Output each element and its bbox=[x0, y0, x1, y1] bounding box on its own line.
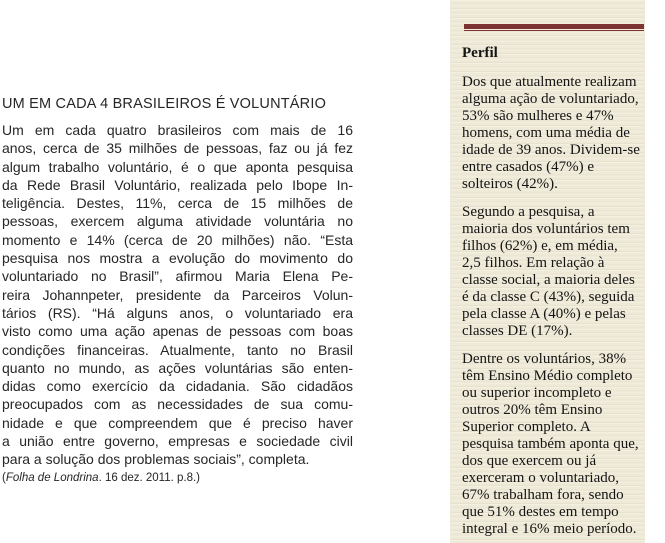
text-line: teligência. Destes, 11%, cerca de 15 milhões de bbox=[2, 195, 353, 212]
text-line: condições financeiras. Atualmente, tanto no Brasil bbox=[2, 341, 353, 358]
article-title: UM EM CADA 4 BRASILEIROS É VOLUNTÁRIO bbox=[2, 96, 327, 112]
article-body bbox=[2, 121, 353, 469]
citation-source: Folha de Londrina bbox=[5, 471, 99, 484]
text-line: 53% são mulheres e 47% bbox=[462, 108, 614, 124]
article-citation bbox=[2, 472, 353, 484]
text-line: classe social, a maioria deles bbox=[462, 272, 635, 288]
text-line: 67% trabalham fora, sendo bbox=[462, 487, 624, 503]
text-line: a união entre governo, empresas e sociedade civil bbox=[2, 433, 353, 450]
text-line: momento e 14% (cerca de 20 milhões) não. “Esta bbox=[2, 231, 353, 248]
text-line: nidade e que compreendem que é preciso haver bbox=[2, 414, 353, 431]
text-line: classes DE (17%). bbox=[462, 323, 573, 339]
citation-open-paren: ( bbox=[2, 471, 6, 484]
text-line: homens, com uma média de bbox=[462, 125, 630, 141]
text-line: Dentre os voluntários, 38% bbox=[462, 351, 627, 367]
text-line: têm Ensino Médio completo bbox=[462, 368, 633, 384]
text-line: ou superior incompleto e bbox=[462, 385, 612, 401]
article bbox=[2, 96, 353, 484]
text-line: solteiros (42%). bbox=[462, 176, 558, 192]
text-line: voluntariado no Brasil”, afirmou Maria Elena Pe- bbox=[2, 268, 353, 285]
text-line: integral e 16% meio período. bbox=[462, 521, 637, 537]
text-line: Segundo a pesquisa, a bbox=[462, 204, 595, 220]
text-line: pesquisa também aponta que, bbox=[462, 436, 639, 452]
top-rule bbox=[464, 24, 644, 31]
text-line: Superior completo. A bbox=[462, 419, 591, 435]
text-line: 2,5 filhos. Em relação à bbox=[462, 255, 605, 271]
text-line: entre casados (47%) e bbox=[462, 159, 595, 175]
text-line: anos, cerca de 35 milhões de pessoas, faz ou já fez bbox=[2, 140, 353, 157]
text-line: alguma ação de voluntariado, bbox=[462, 91, 639, 107]
text-line: algum trabalho voluntário, é o que aponta pesquisa bbox=[2, 158, 353, 175]
profile-paragraph-3 bbox=[462, 351, 643, 538]
text-line: da Rede Brasil Voluntário, realizada pelo Ibope In- bbox=[2, 176, 353, 193]
text-line: tários (RS). “Há alguns anos, o voluntariado era bbox=[2, 304, 353, 321]
text-line: Um em cada quatro brasileiros com mais de 16 bbox=[2, 122, 353, 138]
text-line: é da classe C (43%), seguida bbox=[462, 289, 635, 305]
citation-details: . 16 dez. 2011. p.8.) bbox=[98, 471, 201, 484]
profile-sidebar bbox=[450, 0, 645, 543]
text-line: quanto no mundo, as ações voluntárias são enten- bbox=[2, 359, 353, 376]
text-line: reira Johannpeter, presidente da Parceiros Volun- bbox=[2, 286, 353, 303]
text-line: visto como uma ação apenas de pessoas com boas bbox=[2, 323, 353, 340]
text-line: preocupados com as necessidades de sua comu- bbox=[2, 396, 353, 413]
text-line: pesquisa nos mostra a evolução do movimento do bbox=[2, 250, 353, 267]
text-line: pela classe A (40%) e pelas bbox=[462, 306, 626, 322]
text-line: outros 20% têm Ensino bbox=[462, 402, 603, 418]
text-line: para a solução dos problemas sociais”, completa. bbox=[2, 451, 310, 468]
profile-paragraph-1 bbox=[462, 74, 643, 193]
sidebar-title: Perfil bbox=[462, 45, 498, 61]
text-line: dos que exercem ou já bbox=[462, 453, 597, 469]
text-line: Dos que atualmente realizam bbox=[462, 74, 637, 90]
text-line: idade de 39 anos. Dividem-se bbox=[462, 142, 640, 158]
text-line: filhos (62%) e, em média, bbox=[462, 238, 618, 254]
text-line: que 51% destes em tempo bbox=[462, 504, 619, 520]
text-line: pessoas, exercem alguma atividade voluntária no bbox=[2, 213, 353, 230]
text-line: didas como exercício da cidadania. São cidadãos bbox=[2, 378, 353, 395]
profile-paragraph-2 bbox=[462, 204, 643, 340]
text-line: exerceram o voluntariado, bbox=[462, 470, 620, 486]
text-line: maioria dos voluntários tem bbox=[462, 221, 630, 237]
